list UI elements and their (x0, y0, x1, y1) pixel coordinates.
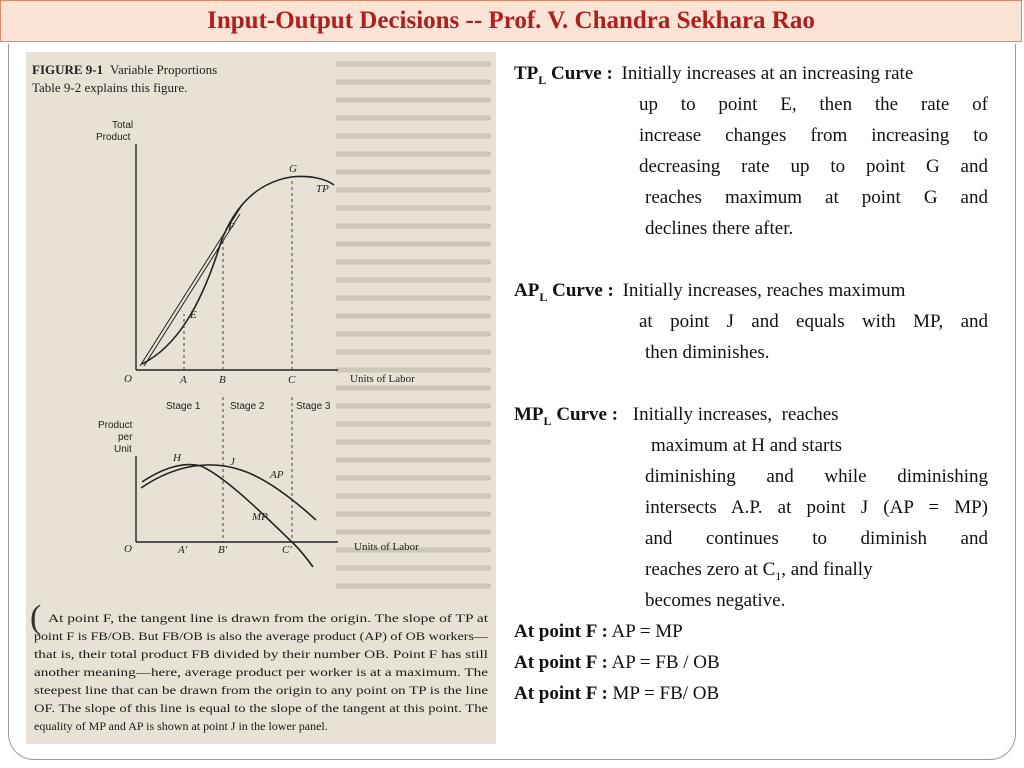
mp-curve-label: MP (252, 511, 268, 523)
mp-text-7: becomes negative. (645, 590, 786, 611)
note-line-6: OF. The slope of this line is equal to the slope of the tangent at this point. The (34, 701, 489, 715)
point-a-prime-label: A' (178, 544, 188, 556)
variable-proportions-diagram (26, 52, 496, 744)
point-f-label-1: At point F : (514, 621, 608, 642)
note-bracket: ( (30, 599, 42, 636)
tp-text-3: increase changes from increasing to (639, 125, 988, 146)
point-j-label: J (230, 456, 235, 468)
note-line-7: equality of MP and AP is shown at point J in the lower panel. (34, 719, 328, 733)
point-b-prime-label: B' (218, 544, 228, 556)
mp-text-4: intersects A.P. at point J (AP = MP) (645, 497, 988, 518)
figure-caption-bold: FIGURE 9-1 (32, 62, 104, 77)
top-xlabel: Units of Labor (350, 373, 415, 385)
mp-text-1: Initially increases, reaches (632, 404, 839, 425)
point-f-row-2 (514, 647, 988, 678)
point-g-label: G (289, 163, 297, 175)
note-line-1: At point F, the tangent line is drawn from the origin. The slope of TP at (48, 611, 489, 625)
tp-text-6: declines there after. (645, 218, 794, 239)
note-line-4: another meaning—here, average product per worker is at a maximum. The (34, 665, 488, 679)
tp-curve (142, 176, 334, 364)
bottom-xlabel: Units of Labor (354, 541, 419, 553)
ap-text-3: then diminishes. (645, 342, 770, 363)
tp-section (514, 58, 988, 244)
note-line-2: point F is FB/OB. But FB/OB is also the average product (AP) of OB workers— (34, 629, 490, 643)
tp-text-2: up to point E, then the rate of (639, 94, 988, 115)
tp-text-1: Initially increases at an increasing rate (621, 63, 914, 84)
figure-caption: Variable Proportions (110, 62, 218, 77)
tp-line-1 (514, 58, 988, 89)
point-f-value-3: MP = FB/ OB (612, 683, 720, 704)
mp-section (514, 399, 988, 616)
origin-label-bottom: O (124, 543, 132, 555)
mp-text-5: and continues to diminish and (645, 528, 988, 549)
mp-text-2: maximum at H and starts (651, 435, 843, 456)
point-h-label: H (173, 452, 181, 464)
ap-curve (141, 465, 316, 520)
point-f-value-1: AP = MP (611, 621, 683, 642)
tp-curve-label: TP (316, 183, 329, 195)
figure-subcaption: Table 9-2 explains this figure. (32, 80, 188, 95)
point-c-prime-label: C' (282, 544, 292, 556)
stage-3-label: Stage 3 (296, 401, 331, 412)
tp-section-label: $TP_L$ Curve : (514, 63, 613, 87)
point-f-row-1 (514, 616, 988, 647)
mp-text-6: reaches zero at $C_1$, and finally (645, 559, 873, 583)
tp-text-4: decreasing rate up to point G and (639, 156, 988, 177)
point-c-label: C (288, 374, 296, 386)
point-f-list (514, 616, 988, 709)
note-line-3: that is, their total product FB divided by their number OB. Point F has still (34, 647, 489, 661)
ap-curve-label: AP (270, 469, 284, 481)
point-f-label: F (228, 221, 235, 233)
title-bar (0, 0, 1022, 42)
top-ylabel-1: Total (112, 120, 134, 131)
point-e-label: E (190, 309, 197, 321)
bottom-ylabel-3: Unit (114, 444, 132, 455)
bottom-ylabel-1: Product (98, 420, 133, 431)
ap-text-2: at point J and equals with MP, and (639, 311, 988, 332)
ray-line (144, 214, 240, 366)
mp-line-1 (514, 399, 988, 430)
mp-text-3: diminishing and while diminishing (645, 466, 988, 487)
origin-label: O (124, 373, 132, 385)
point-b-label: B (219, 374, 226, 386)
textbook-figure-image (26, 52, 496, 744)
point-f-row-3 (514, 678, 988, 709)
note-line-5: steepest line that can be drawn from the origin to any point on TP is the line (34, 683, 488, 697)
point-f-value-2: AP = FB / OB (611, 652, 720, 673)
ap-line-1 (514, 275, 988, 306)
mp-section-label: $MP_L$ Curve : (514, 404, 619, 428)
point-f-label-2: At point F : (514, 652, 608, 673)
point-f-label-3: At point F : (514, 683, 608, 704)
tp-text-5: reaches maximum at point G and (645, 187, 988, 208)
page-title: Input-Output Decisions -- Prof. V. Chandra Sekhara Rao (207, 7, 815, 34)
stage-2-label: Stage 2 (230, 401, 265, 412)
stage-1-label: Stage 1 (166, 401, 201, 412)
point-a-label: A (180, 374, 187, 386)
ap-text-1: Initially increases, reaches maximum (622, 280, 906, 301)
bottom-ylabel-2: per (118, 432, 133, 443)
ap-section-label: $AP_L$ Curve : (514, 280, 614, 304)
top-ylabel-2: Product (96, 132, 131, 143)
explanation-panel (514, 58, 988, 709)
ap-section (514, 275, 988, 368)
